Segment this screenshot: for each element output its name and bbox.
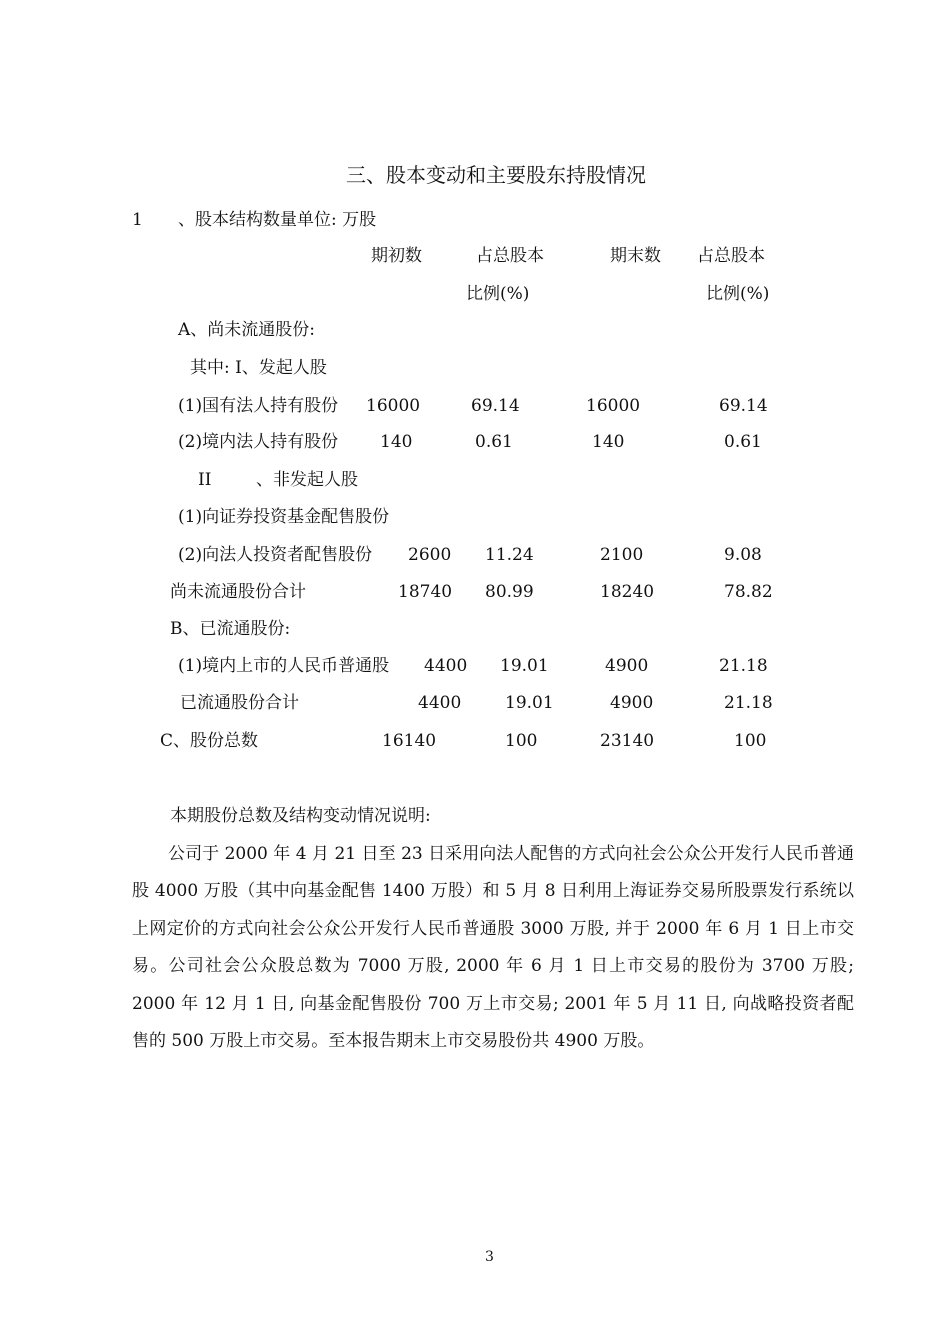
explanation-heading: 本期股份总数及结构变动情况说明: — [170, 806, 431, 826]
row-rmb-common-label: (1)境内上市的人民币普通股 — [178, 656, 390, 676]
row-state-owned-end: 16000 — [586, 396, 641, 416]
group-a-sub2-num: II — [198, 470, 212, 490]
row-circulating-total-end-ratio: 21.18 — [724, 693, 773, 713]
row-rmb-common-end: 4900 — [605, 656, 649, 676]
row-total-shares-end-ratio: 100 — [734, 731, 767, 751]
row-total-shares-label: C、股份总数 — [160, 731, 259, 751]
explanation-paragraph — [132, 836, 854, 1060]
row-non-circulating-total-label: 尚未流通股份合计 — [170, 582, 306, 602]
row-rmb-common-begin-ratio: 19.01 — [500, 656, 549, 676]
row-non-circulating-total-begin: 18740 — [398, 582, 453, 602]
row-domestic-legal-begin: 140 — [380, 432, 413, 452]
row-rmb-common-end-ratio: 21.18 — [719, 656, 768, 676]
row-total-shares-end: 23140 — [600, 731, 655, 751]
row-state-owned-begin-ratio: 69.14 — [471, 396, 520, 416]
header-begin-ratio-line2: 比例(%) — [466, 284, 530, 304]
row-legal-investor-label: (2)向法人投资者配售股份 — [178, 545, 373, 565]
group-b-label: B、已流通股份: — [170, 619, 291, 639]
row-legal-investor-begin: 2600 — [408, 545, 452, 565]
row-total-shares-begin-ratio: 100 — [505, 731, 538, 751]
section-title: 三、股本变动和主要股东持股情况 — [346, 163, 646, 187]
row-fund-placement-label: (1)向证券投资基金配售股份 — [178, 507, 390, 527]
page-number: 3 — [485, 1249, 494, 1265]
subsection-label: 、股本结构数量单位: 万股 — [178, 210, 377, 230]
row-circulating-total-begin: 4400 — [418, 693, 462, 713]
header-end-count: 期末数 — [610, 246, 661, 266]
row-total-shares-begin: 16140 — [382, 731, 437, 751]
row-circulating-total-end: 4900 — [610, 693, 654, 713]
row-rmb-common-begin: 4400 — [424, 656, 468, 676]
row-legal-investor-begin-ratio: 11.24 — [485, 545, 534, 565]
row-domestic-legal-begin-ratio: 0.61 — [475, 432, 513, 452]
row-state-owned-end-ratio: 69.14 — [719, 396, 768, 416]
row-non-circulating-total-end: 18240 — [600, 582, 655, 602]
row-domestic-legal-end: 140 — [592, 432, 625, 452]
group-a-sub1-label: 其中: I、发起人股 — [190, 358, 327, 378]
row-domestic-legal-label: (2)境内法人持有股份 — [178, 432, 339, 452]
header-end-ratio-line1: 占总股本 — [697, 246, 765, 266]
row-legal-investor-end-ratio: 9.08 — [724, 545, 762, 565]
row-non-circulating-total-end-ratio: 78.82 — [724, 582, 773, 602]
row-circulating-total-begin-ratio: 19.01 — [505, 693, 554, 713]
row-domestic-legal-end-ratio: 0.61 — [724, 432, 762, 452]
row-circulating-total-label: 已流通股份合计 — [180, 693, 299, 713]
header-begin-ratio-line1: 占总股本 — [476, 246, 544, 266]
subsection-number: 1 — [132, 210, 143, 230]
row-state-owned-begin: 16000 — [366, 396, 421, 416]
row-legal-investor-end: 2100 — [600, 545, 644, 565]
header-begin-count: 期初数 — [371, 246, 422, 266]
row-non-circulating-total-begin-ratio: 80.99 — [485, 582, 534, 602]
group-a-sub2-label: 、非发起人股 — [256, 470, 358, 490]
row-state-owned-label: (1)国有法人持有股份 — [178, 396, 339, 416]
group-a-label: A、尚未流通股份: — [178, 320, 316, 340]
explanation-text: 公司于 2000 年 4 月 21 日至 23 日采用向法人配售的方式向社会公众公开发行人民币普通股 4000 万股（其中向基金配售 1400 万股）和 5 月 8 日利用上海证券交易所股票发行系统以上网定价的方式向社会公众公开发行人民币普通股 3000 万股, 并于 2000 年 6 月 1 日上市交易。公司社会公众股总数为 7000 万股, 2000 年 6 月 1 日上市交易的股份为 3700 万股; 2000 年 12 月 1 日, 向基金配售股份 700 万上市交易; 2001 年 5 月 11 日, 向战略投资者配售的 500 万股上市交易。至本报告期末上市交易股份共 4900 万股。 — [132, 844, 854, 1052]
header-end-ratio-line2: 比例(%) — [706, 284, 770, 304]
